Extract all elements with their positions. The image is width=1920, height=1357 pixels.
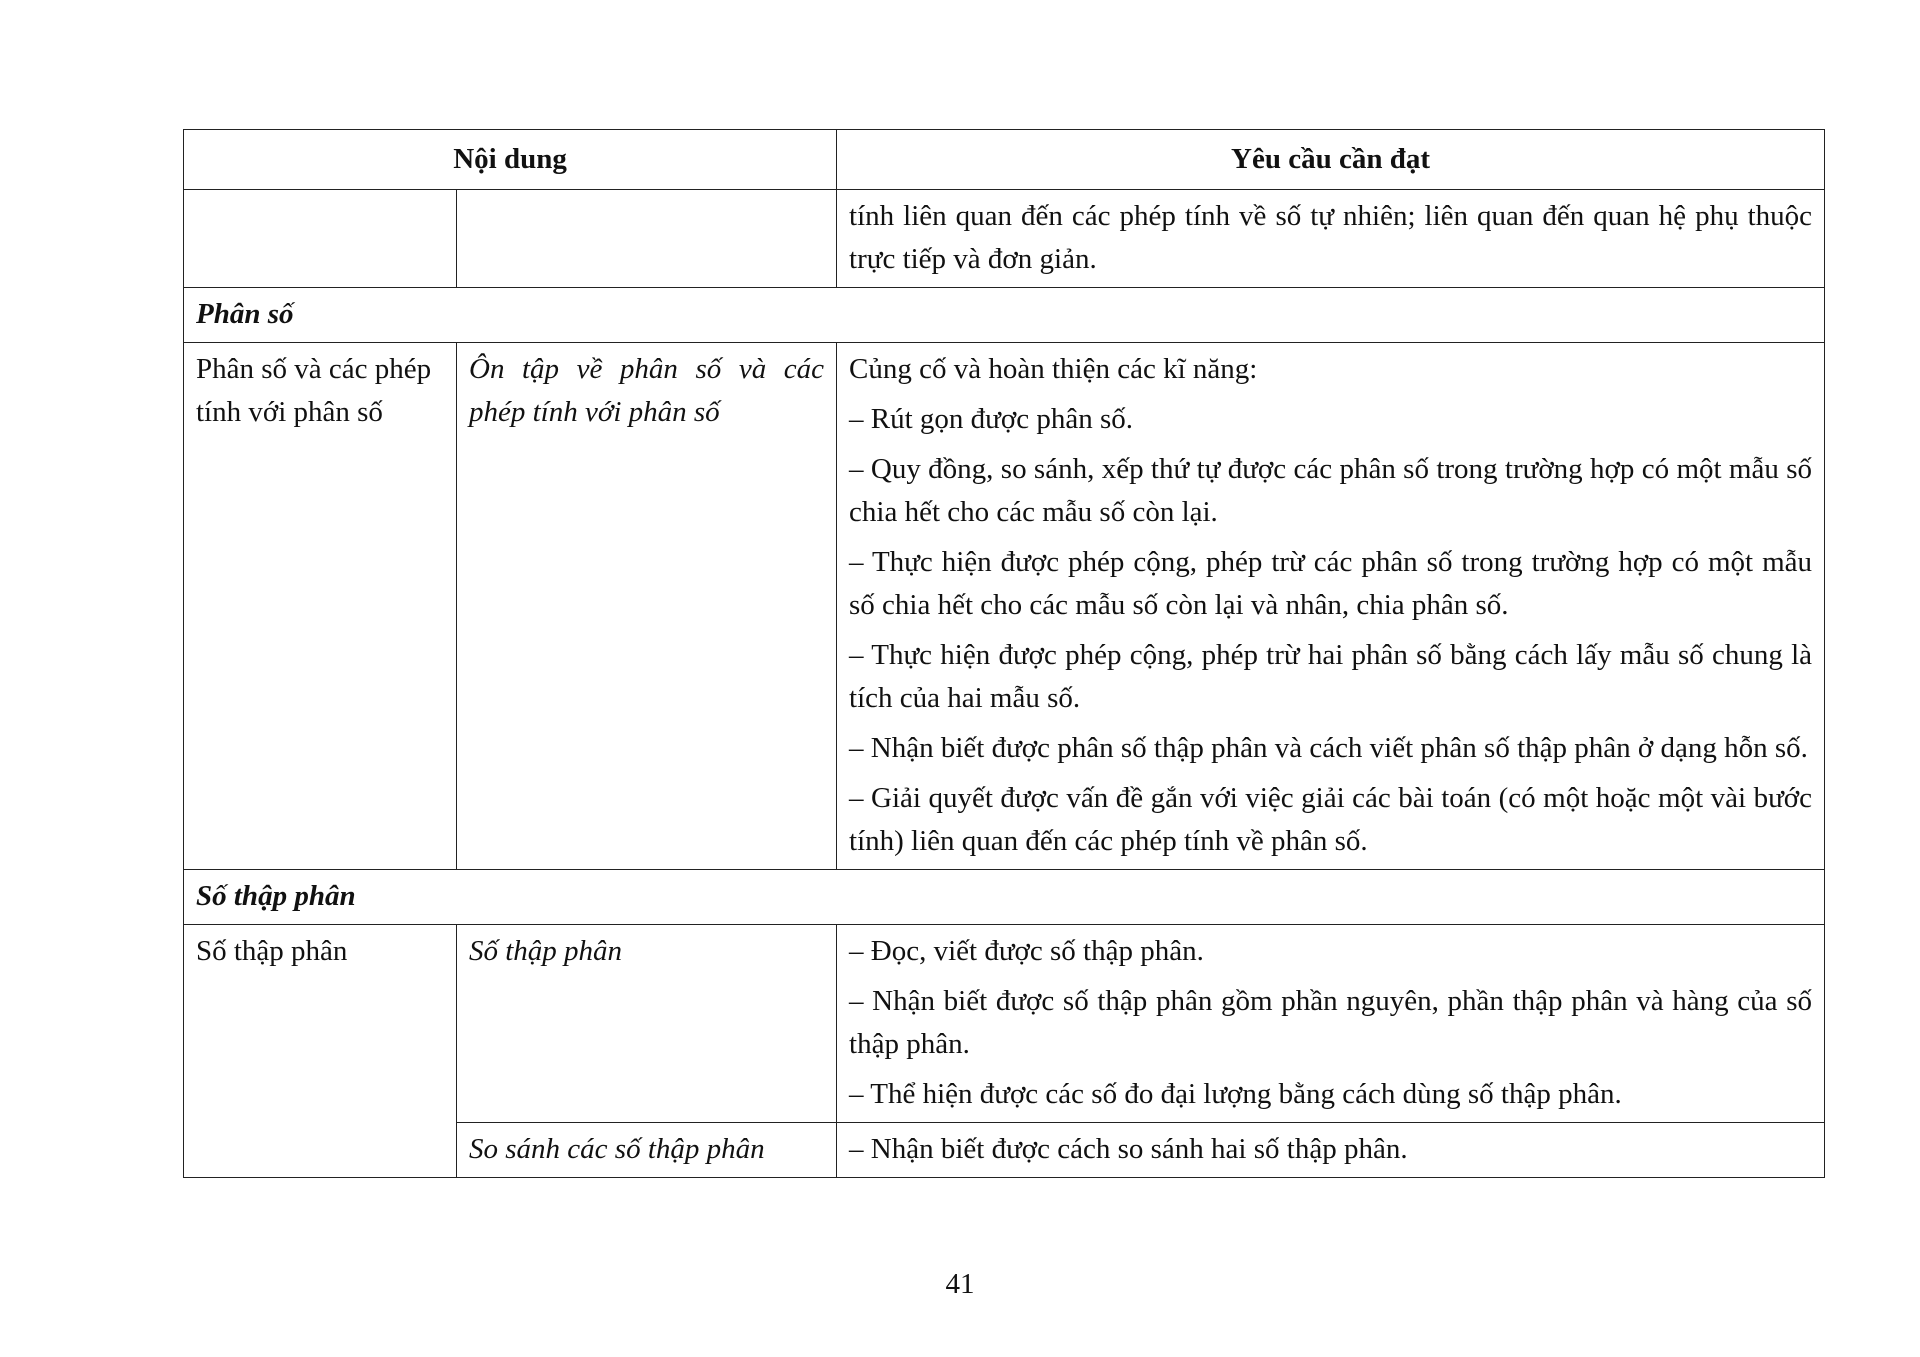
requirement-line: – Thể hiện được các số đo đại lượng bằng cách dùng số thập phân. — [849, 1078, 1622, 1110]
table-row — [184, 925, 1825, 1123]
header-content: Nội dung — [184, 130, 837, 190]
table-header-row — [184, 130, 1825, 190]
subtopic-cell: Ôn tập về phân số và các phép tính với phân số — [457, 343, 837, 870]
subtopic-cell: Số thập phân — [457, 925, 837, 1123]
section-heading-row — [184, 288, 1825, 343]
requirement-line: – Nhận biết được phân số thập phân và cách viết phân số thập phân ở dạng hỗn số. — [849, 732, 1808, 764]
requirement-line: Củng cố và hoàn thiện các kĩ năng: — [849, 353, 1258, 385]
requirement-line: – Quy đồng, so sánh, xếp thứ tự được các phân số trong trường hợp có một mẫu số chia hết cho các mẫu số còn lại. — [849, 453, 1813, 528]
requirement-line: – Rút gọn được phân số. — [849, 403, 1133, 435]
requirement-line: – Nhận biết được cách so sánh hai số thập phân. — [849, 1133, 1408, 1165]
section-title: Phân số — [184, 288, 1825, 343]
requirement-line: – Giải quyết được vấn đề gắn với việc giải các bài toán (có một hoặc một vài bước tính) liên quan đến các phép tính về phân số. — [849, 782, 1813, 857]
curriculum-table — [183, 129, 1825, 1178]
requirement-line: – Đọc, viết được số thập phân. — [849, 935, 1204, 967]
subtopic-cell — [457, 190, 837, 288]
requirements-cell — [837, 343, 1825, 870]
requirement-line: – Thực hiện được phép cộng, phép trừ hai phân số bằng cách lấy mẫu số chung là tích của hai mẫu số. — [849, 639, 1813, 714]
subtopic-cell: So sánh các số thập phân — [457, 1123, 837, 1178]
topic-cell: Số thập phân — [184, 925, 457, 1178]
section-heading-row — [184, 870, 1825, 925]
requirements-cell — [837, 1123, 1825, 1178]
requirements-cell — [837, 925, 1825, 1123]
page-number: 41 — [945, 1268, 975, 1300]
topic-cell: Phân số và các phép tính với phân số — [184, 343, 457, 870]
requirements-cell — [837, 190, 1825, 288]
header-requirements: Yêu cầu cần đạt — [837, 130, 1825, 190]
topic-cell — [184, 190, 457, 288]
table-row — [184, 190, 1825, 288]
requirement-line: – Nhận biết được số thập phân gồm phần nguyên, phần thập phân và hàng của số thập phân. — [849, 985, 1813, 1060]
section-title: Số thập phân — [184, 870, 1825, 925]
requirement-line: – Thực hiện được phép cộng, phép trừ các phân số trong trường hợp có một mẫu số chia hết cho các mẫu số còn lại và nhân, chia phân số. — [849, 546, 1813, 621]
table-row — [184, 343, 1825, 870]
requirement-line: tính liên quan đến các phép tính về số tự nhiên; liên quan đến quan hệ phụ thuộc trực tiếp và đơn giản. — [849, 200, 1813, 275]
